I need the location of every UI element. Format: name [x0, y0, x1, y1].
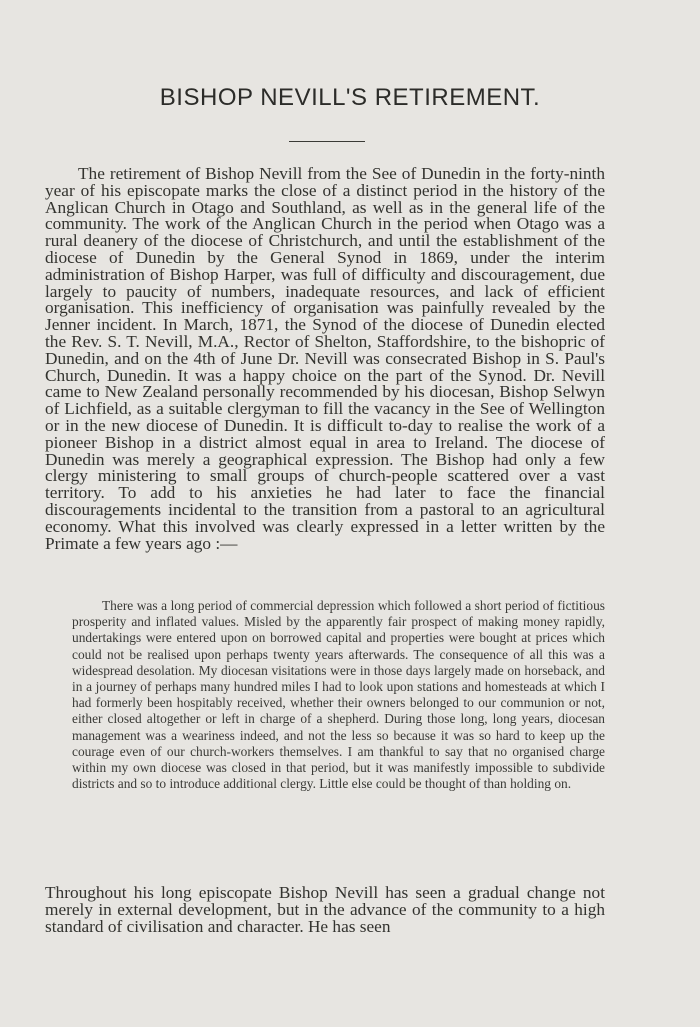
- block-quotation: There was a long period of commercial depression which followed a short period of fictitious prosperity and inflated values. Misled by the apparently fair prospect of making money rapidly, undertakings were entered upon on borrowed capital and properties were bought at prices which could not be realised upon perhaps twenty years afterwards. The consequence of all this was a widespread desolation. My diocesan visitations were in those days largely made on horseback, and in a journey of perhaps many hundred miles I had to look upon stations and homesteads at which I had formerly been hospitably received, whether their owners belonged to our communion or not, either closed altogether or left in charge of a shepherd. During those long, long years, diocesan management was a weariness indeed, and not the less so because it was so hard to keep up the courage even of our church-workers themselves. I am thankful to say that no organised charge within my own diocese was closed in that period, but it was manifestly impossible to subdivide districts and so to introduce additional clergy. Little else could be thought of than holding on.: [72, 598, 605, 792]
- closing-paragraph: Throughout his long episcopate Bishop Nevill has seen a gradual change not merely in external development, but in the advance of the community to a high standard of civilisation and character. He has seen: [45, 883, 605, 936]
- intro-paragraph: The retirement of Bishop Nevill from the See of Dunedin in the forty-ninth year of his episcopate marks the close of a distinct period in the history of the Anglican Church in Otago and Southland, as well as in the general life of the community. The work of the Anglican Church in the period when Otago was a rural deanery of the diocese of Christchurch, and until the establishment of the diocese of Dunedin by the General Synod in 1869, under the interim administration of Bishop Harper, was full of difficulty and discouragement, due largely to paucity of numbers, inadequate resources, and lack of efficient organisation. This inefficiency of organisation was painfully revealed by the Jenner incident. In March, 1871, the Synod of the diocese of Dunedin elected the Rev. S. T. Nevill, M.A., Rector of Shelton, Staffordshire, to the bishopric of Dunedin, and on the 4th of June Dr. Nevill was consecrated Bishop in S. Paul's Church, Dunedin. It was a happy choice on the part of the Synod. Dr. Nevill came to New Zealand personally recommended by his diocesan, Bishop Selwyn of Lichfield, as a suitable clergyman to fill the vacancy in the See of Wellington or in the new diocese of Dunedin. It is difficult to-day to realise the work of a pioneer Bishop in a district almost equal in area to Ireland. The diocese of Dunedin was merely a geographical expression. The Bishop had only a few clergy ministering to small groups of church-people scattered over a vast territory. To add to his anxieties he had later to face the financial discouragements incidental to the transition from a pastoral to an agricultural economy. What this involved was clearly expressed in a letter written by the Primate a few years ago :—: [45, 164, 605, 553]
- title-divider: [289, 141, 365, 142]
- page-title: BISHOP NEVILL'S RETIREMENT.: [159, 84, 541, 111]
